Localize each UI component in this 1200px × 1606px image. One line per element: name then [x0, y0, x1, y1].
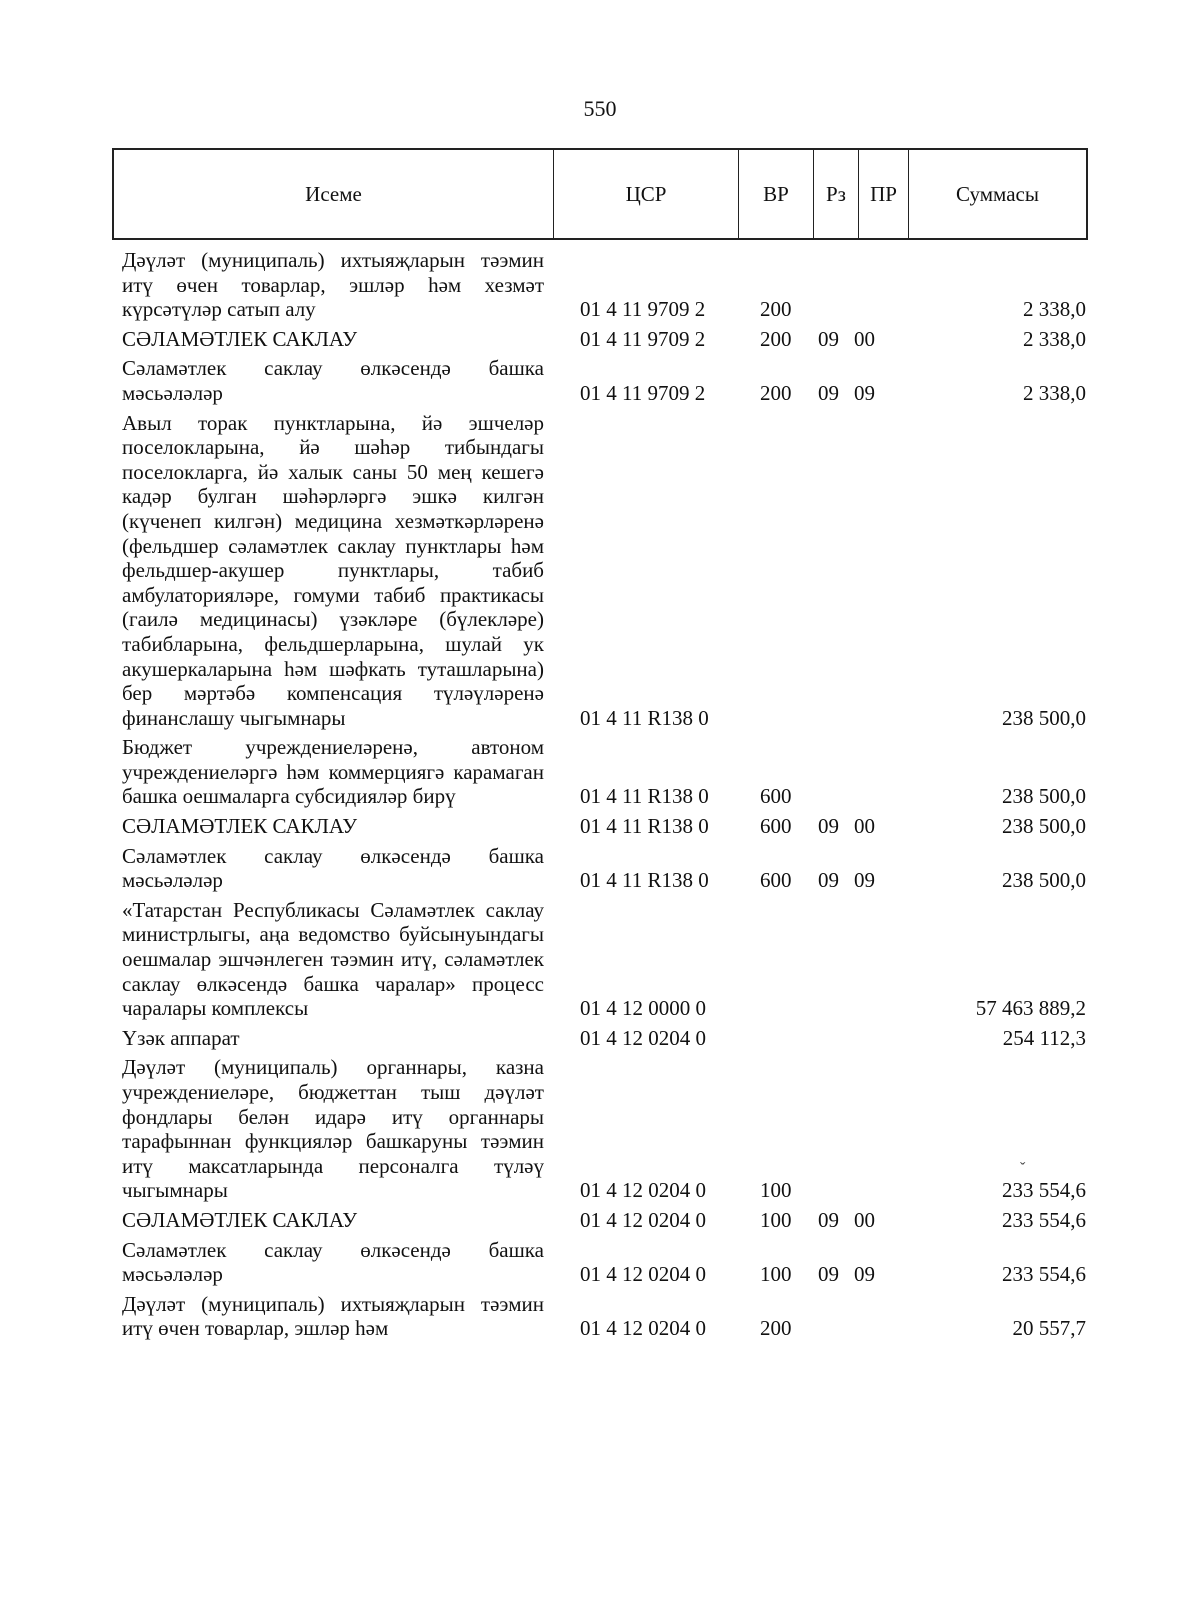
row-csr: 01 4 11 R138 0: [580, 814, 709, 839]
row-sum: 2 338,0: [1023, 297, 1086, 322]
table-row: [122, 327, 1088, 352]
row-csr: 01 4 12 0204 0: [580, 1025, 706, 1050]
row-rz: 09: [818, 868, 839, 893]
row-name: Дәүләт (муниципаль) ихтыяҗларын тәэмин итү өчен товарлар, эшләр һәм: [122, 1291, 544, 1341]
row-rz: 09: [818, 1262, 839, 1287]
row-sum: 2 338,0: [1023, 326, 1086, 351]
row-csr: 01 4 11 9709 2: [580, 380, 706, 405]
row-name: «Татарстан Республикасы Сәламәтлек саклау министрлыгы, аңа ведомство буйсынуындагы оешмалар эшчәнлеген тәэмин итү, сәламәтлек саклау өлкәсендә башка чаралар» процесс чаралары комплексы: [122, 897, 544, 1021]
row-name: Авыл торак пунктларына, йә эшчеләр поселокларына, йә шәһәр тибындагы поселокларга, йә халык саны 50 мең кешегә кадәр булган шәһәрләргә эшкә килгән (күченеп килгән) медицина хезмәткәрләренә (фельдшер сәламәтлек саклау пунктлары һәм фельдшер-акушер пунктлары, табиб амбулаторияләре, гомуми табиб практикасы (гаилә медицинасы) үзәкләре (бүлекләре) табибларына, фельдшерларына, шулай ук акушеркаларына һәм шәфкать туташларына) бер мәртәбә компенсация түләүләренә финанслашу чыгымнары: [122, 410, 544, 730]
row-vr: 100: [760, 1178, 792, 1203]
row-rz: 09: [818, 814, 839, 839]
table-row: [122, 248, 1088, 322]
row-csr: 01 4 11 R138 0: [580, 705, 709, 730]
table-row: [122, 844, 1088, 893]
row-csr: 01 4 12 0204 0: [580, 1262, 706, 1287]
row-pr: 09: [854, 380, 875, 405]
row-name: Дәүләт (муниципаль) органнары, казна учреждениеләре, бюджеттан тыш дәүләт фондлары белән идарә итү органнары тарафыннан функцияләр башкаруны тәэмин итү максатларында персоналга түләү чыгымнары: [122, 1055, 544, 1203]
row-vr: 200: [760, 380, 792, 405]
row-csr: 01 4 12 0204 0: [580, 1178, 706, 1203]
row-name: Сәламәтлек саклау өлкәсендә башка мәсьәләләр: [122, 356, 544, 405]
header-sum: Суммасы: [956, 181, 1039, 206]
table-row: [122, 411, 1088, 731]
table-row: [122, 1026, 1088, 1051]
row-pr: 09: [854, 868, 875, 893]
row-name: Бюджет учреждениеләренә, автоном учреждениеләргә һәм коммерциягә карамаган башка оешмаларга субсидияләр бирү: [122, 735, 544, 809]
row-sum: 2 338,0: [1023, 380, 1086, 405]
row-name: Дәүләт (муниципаль) ихтыяҗларын тәэмин итү өчен товарлар, эшләр һәм хезмәт күрсәтүләр сатып алу: [122, 248, 544, 322]
row-pr: 00: [854, 814, 875, 839]
row-csr: 01 4 11 R138 0: [580, 868, 709, 893]
row-pr: 09: [854, 1262, 875, 1287]
row-sum: 57 463 889,2: [975, 996, 1086, 1021]
row-sum: 238 500,0: [1002, 784, 1086, 809]
row-csr: 01 4 12 0000 0: [580, 996, 706, 1021]
row-vr: 600: [760, 784, 792, 809]
row-sum: 238 500,0: [1002, 814, 1086, 839]
table-row: [122, 1208, 1088, 1233]
row-rz: 09: [818, 326, 839, 351]
row-name: СӘЛАМӘТЛЕК САКЛАУ: [122, 326, 358, 351]
table-row: [122, 898, 1088, 1021]
row-csr: 01 4 12 0204 0: [580, 1207, 706, 1232]
table-row: [122, 1238, 1088, 1287]
row-pr: 00: [854, 326, 875, 351]
row-vr: 200: [760, 326, 792, 351]
row-rz: 09: [818, 1207, 839, 1232]
table-row: [122, 814, 1088, 839]
row-name: Сәламәтлек саклау өлкәсендә башка мәсьәләләр: [122, 843, 544, 893]
row-name: Сәламәтлек саклау өлкәсендә башка мәсьәләләр: [122, 1237, 544, 1287]
table-row: [122, 1055, 1088, 1203]
row-vr: 100: [760, 1262, 792, 1287]
header-vr: ВР: [739, 150, 814, 238]
table-row: [122, 1292, 1088, 1341]
row-vr: 100: [760, 1207, 792, 1232]
row-sum: 233 554,6: [1002, 1262, 1086, 1287]
row-vr: 600: [760, 868, 792, 893]
row-vr: 200: [760, 297, 792, 322]
row-csr: 01 4 11 9709 2: [580, 326, 706, 351]
row-name: Үзәк аппарат: [122, 1025, 240, 1050]
row-name: СӘЛАМӘТЛЕК САКЛАУ: [122, 814, 358, 839]
header-rz: Рз: [814, 150, 859, 238]
row-sum: 238 500,0: [1002, 705, 1086, 730]
table-row: [122, 356, 1088, 405]
row-name: СӘЛАМӘТЛЕК САКЛАУ: [122, 1207, 358, 1232]
header-csr: ЦСР: [554, 150, 739, 238]
table-body: [122, 248, 1088, 1346]
row-sum: 233 554,6: [1002, 1178, 1086, 1203]
row-vr: 200: [760, 1316, 792, 1341]
table-row: [122, 735, 1088, 809]
row-sum: 254 112,3: [1002, 1025, 1086, 1050]
row-sum: 238 500,0: [1002, 868, 1086, 893]
page-number: 550: [583, 96, 617, 121]
header-name: Исеме: [114, 150, 554, 238]
row-csr: 01 4 12 0204 0: [580, 1316, 706, 1341]
row-csr: 01 4 11 R138 0: [580, 784, 709, 809]
scan-speck: ˇ: [1020, 1160, 1026, 1177]
row-pr: 00: [854, 1207, 875, 1232]
row-sum: 20 557,7: [1012, 1316, 1086, 1341]
row-vr: 600: [760, 814, 792, 839]
header-pr: ПР: [859, 150, 909, 238]
row-csr: 01 4 11 9709 2: [580, 297, 706, 322]
table-header: [112, 148, 1088, 240]
row-rz: 09: [818, 380, 839, 405]
row-sum: 233 554,6: [1002, 1207, 1086, 1232]
